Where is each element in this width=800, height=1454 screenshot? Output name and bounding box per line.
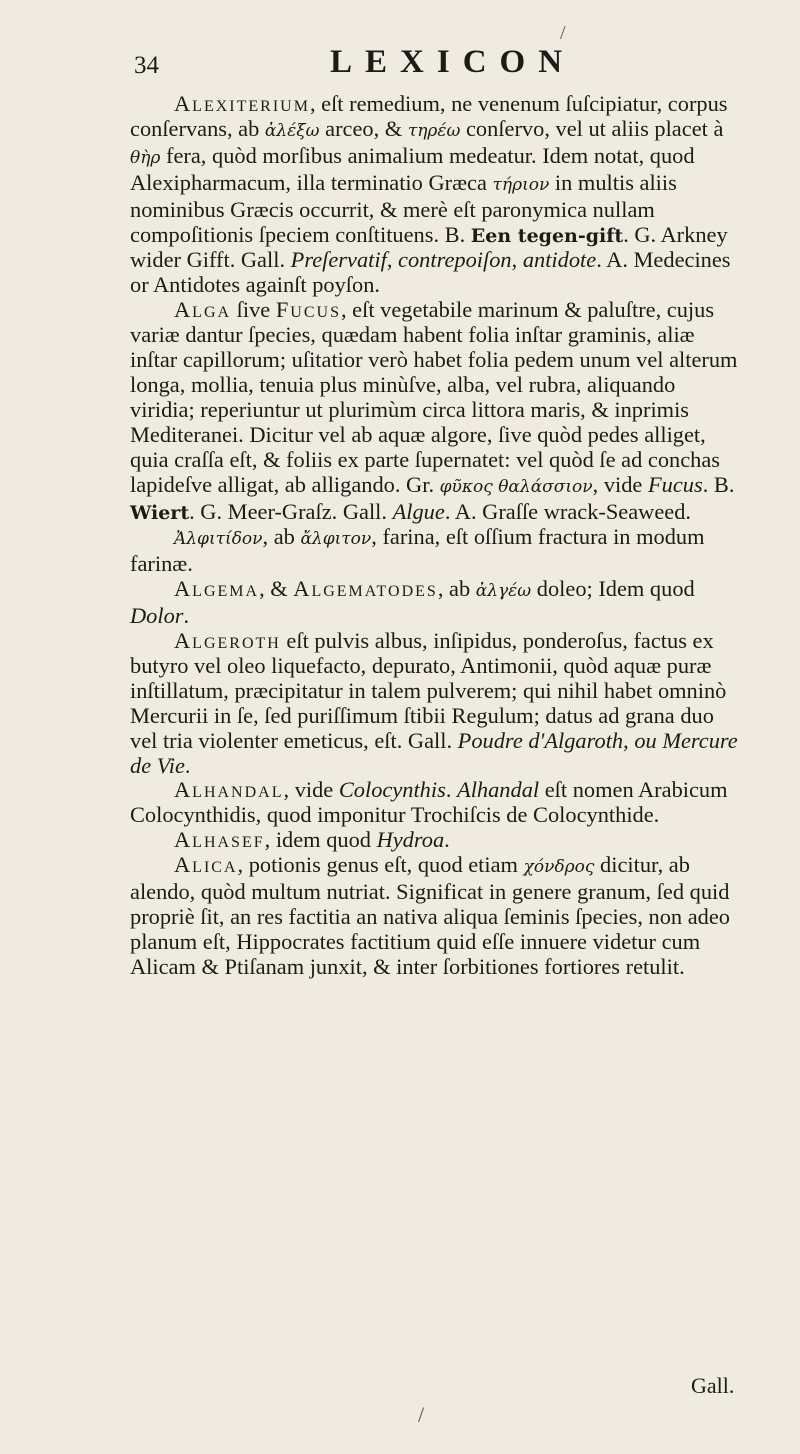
entry-text: . B.	[702, 471, 735, 497]
running-title: LEXICON	[330, 44, 576, 80]
italic-word: Hydroa	[376, 827, 445, 853]
italic-word: ou Mercure de Vie	[130, 727, 738, 778]
entry-text: .	[444, 827, 450, 853]
headword: Alica	[174, 852, 238, 878]
headword: Algematodes	[293, 576, 438, 602]
greek-word: ἀλέξω	[264, 120, 320, 141]
entry-text: .	[183, 603, 190, 629]
entry-text: , eſt vegetabile marinum & paluſtre, cujus variæ dantur ſpecies, quædam habent folia inſtar graminis, aliæ inſtar capillorum; uſitatior verò habet folia pedem unum vel alterum longa, mollia, tenuia plus minùſve, alba, vel rubra, aliquando viridia; reperiuntur ut plurimùm circa littora maris, & inprimis Mediteranei. Dicitur vel ab aquæ algore, ſive quòd pedes alliget, quia craſſa eſt, & foliis ex parte ſupernatet: vel quòd ſe ad conchas lapideſve alligat, ab alligando. Gr.	[130, 297, 738, 497]
entry-text: .	[445, 777, 458, 803]
entry-text: dicitur, ab alendo, quòd multum nutriat. Significat in genere granum, ſed quid propriè ſit, an res factitia an nativa aliqua ſeminis ſpecies, non adeo planum eſt, Hippocrates factitium quid eſſe innuere videtur cum Alicam & Ptiſanam junxit, & inter ſorbitiones fortiores retulit.	[130, 852, 730, 979]
entry-text: conſervo, vel ut aliis placet à	[460, 115, 724, 141]
italic-word: Algue	[392, 498, 445, 524]
running-head	[0, 44, 800, 90]
italic-word: Dolor	[130, 603, 184, 629]
entry-text: . A. Graſſe wrack-Seaweed.	[444, 498, 692, 524]
entry-alphitidon	[130, 525, 738, 577]
headword: Alhandal	[174, 777, 284, 803]
italic-word: contrepoiſon	[398, 247, 512, 273]
entry-alga	[130, 298, 738, 525]
greek-word: ἄλφιτον	[300, 529, 372, 550]
blackletter-word: Een tegen-gift	[470, 224, 624, 247]
entry-text: ,	[623, 727, 635, 753]
greek-word: θὴρ	[130, 147, 161, 168]
catchword: Gall.	[691, 1373, 735, 1398]
entry-text: eſt nomen Arabicum Colocynthidis, quod imponitur Trochiſcis de Colocynthide.	[130, 777, 728, 828]
greek-word: φῦκος θαλάσσιον	[439, 476, 593, 497]
entry-text: , eſt remedium, ne venenum ſuſcipiatur, corpus conſervans, ab	[130, 91, 728, 141]
headword: Alhasef	[174, 827, 265, 853]
entry-text: , idem quod	[264, 827, 377, 853]
blackletter-word: Wiert	[130, 501, 190, 524]
text-block	[130, 92, 738, 980]
entry-alhandal	[130, 778, 738, 828]
greek-headword: Ἀλφιτίδον	[174, 529, 263, 550]
entry-alhasef	[130, 828, 738, 853]
italic-word: Colocynthis	[338, 777, 446, 803]
greek-word: τηρέω	[407, 120, 461, 141]
entry-text: arceo, &	[319, 115, 408, 141]
entry-text: , vide	[592, 471, 648, 497]
entry-text: , vide	[283, 777, 339, 803]
page-number: 34	[134, 52, 159, 79]
entry-text: , potionis genus eſt, quod etiam	[237, 852, 524, 878]
entry-text: , &	[259, 576, 294, 602]
entry-text: ,	[386, 247, 399, 273]
entry-alica	[130, 853, 738, 980]
entry-text: eſt pulvis albus, inſipidus, ponderoſus, factus ex butyro vel oleo liquefacto, depurato, Antimonii, quòd aquæ puræ inſtillatum, præcipitatur in talem pulverem; qui nihil habet omninò Mercurii in ſe, ſed puriſſimum ſtibii Regulum; datus ad grana duo vel tria violenter emeticus, eſt. Gall.	[130, 628, 727, 753]
italic-word: Fucus	[647, 471, 703, 497]
entry-text: , ab	[437, 576, 476, 602]
entry-text: ,	[511, 247, 523, 273]
headword: Alexiterium	[174, 91, 310, 116]
italic-word: antidote	[522, 247, 597, 273]
headword: Algeroth	[174, 628, 281, 654]
entry-algeroth	[130, 629, 738, 778]
headword: Fucus	[275, 297, 341, 323]
ink-mark-bottom: /	[418, 1402, 425, 1427]
entry-algema	[130, 577, 738, 629]
greek-word: ἀλγέω	[475, 581, 532, 602]
entry-text: . G. Arkney wider Gifft. Gall.	[130, 221, 728, 273]
entry-text: . A. Medecines or Antidotes againſt poyſon.	[130, 247, 731, 298]
italic-word: Poudre d'Algaroth	[457, 727, 624, 753]
entry-text: in multis aliis nominibus Græcis occurrit, & merè eſt paronymica nullam compoſitionis ſpeciem conſtituens. B.	[130, 169, 677, 247]
entry-alexiterium	[130, 92, 738, 298]
entry-text: doleo; Idem quod	[531, 576, 695, 602]
entry-text: , farina, eſt oſſium fractura in modum farinæ.	[130, 524, 705, 577]
italic-word: Alhandal	[457, 777, 540, 803]
entry-text: , ab	[262, 524, 301, 550]
headword: Algema	[174, 576, 260, 602]
greek-word: τήριον	[492, 174, 550, 195]
entry-text: ſive	[231, 297, 276, 323]
ink-mark-top: /	[560, 22, 566, 44]
entry-text: . G. Meer-Graſz. Gall.	[189, 498, 393, 524]
greek-word: χόνδρος	[523, 857, 595, 878]
entry-text: .	[184, 752, 191, 778]
entry-text: fera, quòd morſibus animalium medeatur. Idem notat, quod Alexipharmacum, illa terminatio Græca	[130, 142, 695, 195]
italic-word: Preſervatif	[290, 247, 387, 273]
headword: Alga	[174, 297, 232, 323]
